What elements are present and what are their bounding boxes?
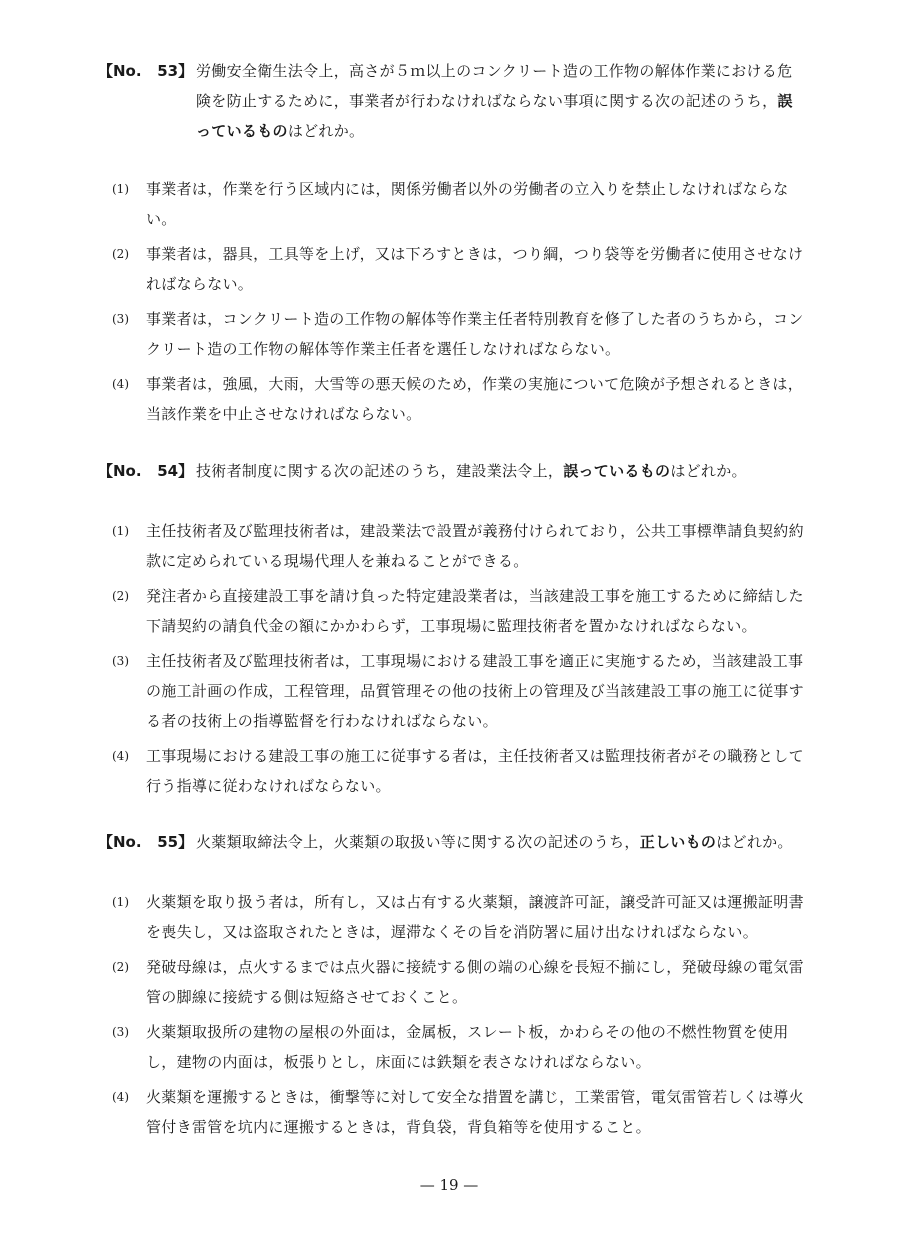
option-text: 事業者は，器具，工具等を上げ，又は下ろすときは，つり綱，つり袋等を労働者に使用させなければならない。 [146, 245, 804, 293]
option-text: 事業者は，強風，大雨，大雪等の悪天候のため，作業の実施について危険が予想されるときは，当該作業を中止させなければならない。 [146, 375, 804, 423]
question-53 [0, 56, 898, 429]
option-number: (2) [112, 247, 129, 261]
question-number: 【No. 53】 [98, 62, 194, 80]
options-list [0, 174, 898, 429]
question-text [196, 56, 806, 146]
option-number: (2) [112, 960, 129, 974]
option-number: (4) [112, 1090, 129, 1104]
question-54 [0, 456, 898, 801]
question-text-before: 労働安全衛生法令上，高さが５ｍ以上のコンクリート造の工作物の解体作業における危険を防止するために，事業者が行わなければならない事項に関する次の記述のうち， [196, 62, 793, 110]
option-text: 主任技術者及び監理技術者は，建設業法で設置が義務付けられており，公共工事標準請負契約約款に定められている現場代理人を兼ねることができる。 [146, 522, 804, 570]
option-1 [0, 887, 898, 947]
option-text: 工事現場における建設工事の施工に従事する者は，主任技術者又は監理技術者がその職務として行う指導に従わなければならない。 [146, 747, 804, 795]
question-text-before: 技術者制度に関する次の記述のうち，建設業法令上， [196, 462, 564, 480]
options-list [0, 516, 898, 801]
question-header [0, 456, 898, 486]
question-header [0, 827, 898, 857]
option-text: 事業者は，コンクリート造の工作物の解体等作業主任者特別教育を修了した者のうちから，コンクリート造の工作物の解体等作業主任者を選任しなければならない。 [146, 310, 804, 358]
option-text: 火薬類を運搬するときは，衝撃等に対して安全な措置を講じ，工業雷管，電気雷管若しくは導火管付き雷管を坑内に運搬するときは，背負袋，背負箱等を使用すること。 [146, 1088, 804, 1136]
option-number: (2) [112, 589, 129, 603]
option-text: 火薬類取扱所の建物の屋根の外面は，金属板，スレート板，かわらその他の不燃性物質を使用し，建物の内面は，板張りとし，床面には鉄類を表さなければならない。 [146, 1023, 789, 1071]
page-number: — 19 — [419, 1176, 479, 1194]
option-2 [0, 581, 898, 641]
question-number: 【No. 55】 [98, 833, 194, 851]
option-number: (4) [112, 749, 129, 763]
question-emphasis: 正しいもの [639, 833, 717, 851]
option-number: (1) [112, 524, 129, 538]
option-1 [0, 516, 898, 576]
question-text-after: はどれか。 [716, 833, 793, 851]
question-emphasis: 誤っているもの [563, 462, 671, 480]
option-text: 発破母線は，点火するまでは点火器に接続する側の端の心線を長短不揃にし，発破母線の電気雷管の脚線に接続する側は短絡させておくこと。 [146, 958, 804, 1006]
option-3 [0, 646, 898, 736]
option-1 [0, 174, 898, 234]
question-emphasis: 誤っているもの [196, 92, 793, 140]
option-number: (1) [112, 895, 129, 909]
option-number: (4) [112, 377, 129, 391]
option-number: (3) [112, 312, 129, 326]
question-header [0, 56, 898, 146]
question-text [196, 456, 816, 486]
options-list [0, 887, 898, 1142]
question-text-before: 火薬類取締法令上，火薬類の取扱い等に関する次の記述のうち， [196, 833, 640, 851]
option-text: 主任技術者及び監理技術者は，工事現場における建設工事を適正に実施するため，当該建設工事の施工計画の作成，工程管理，品質管理その他の技術上の管理及び当該建設工事の施工に従事する者の技術上の指導監督を行わなければならない。 [146, 652, 804, 730]
question-number: 【No. 54】 [98, 462, 194, 480]
option-4 [0, 741, 898, 801]
option-2 [0, 952, 898, 1012]
option-3 [0, 1017, 898, 1077]
option-4 [0, 369, 898, 429]
option-number: (3) [112, 1025, 129, 1039]
option-4 [0, 1082, 898, 1142]
question-text-after: はどれか。 [287, 122, 365, 140]
option-number: (1) [112, 182, 129, 196]
option-text: 火薬類を取り扱う者は，所有し，又は占有する火薬類，譲渡許可証，譲受許可証又は運搬証明書を喪失し，又は盗取されたときは，遅滞なくその旨を消防署に届け出なければならない。 [146, 893, 804, 941]
option-text: 発注者から直接建設工事を請け負った特定建設業者は，当該建設工事を施工するために締結した下請契約の請負代金の額にかかわらず，工事現場に監理技術者を置かなければならない。 [146, 587, 804, 635]
option-text: 事業者は，作業を行う区域内には，関係労働者以外の労働者の立入りを禁止しなければならない。 [146, 180, 789, 228]
question-text [196, 827, 816, 857]
question-text-after: はどれか。 [670, 462, 747, 480]
option-number: (3) [112, 654, 129, 668]
question-55 [0, 827, 898, 1142]
option-3 [0, 304, 898, 364]
option-2 [0, 239, 898, 299]
